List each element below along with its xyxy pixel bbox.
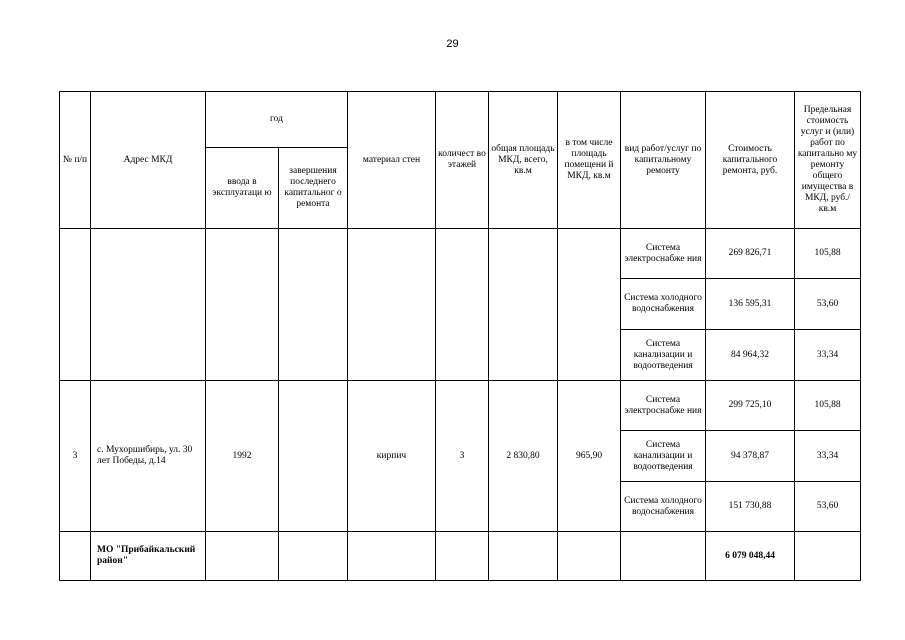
building-total-area: 2 830,80 xyxy=(489,381,558,532)
total-row xyxy=(60,532,861,581)
header-premises-area: в том числе площадь помещени й МКД, кв.м xyxy=(558,92,621,229)
building-year-commission: 1992 xyxy=(206,381,279,532)
total-label: МО "Прибайкальский район" xyxy=(91,532,206,581)
header-address: Адрес МКД xyxy=(91,92,206,229)
cell-empty xyxy=(206,229,279,381)
cell-empty xyxy=(558,229,621,381)
header-year-commission: ввода в эксплуатаци ю xyxy=(206,148,279,229)
cell-empty xyxy=(348,532,436,581)
cell-empty xyxy=(436,532,489,581)
header-cost: Стоимость капитального ремонта, руб. xyxy=(706,92,795,229)
header-wall-material: материал стен xyxy=(348,92,436,229)
header-max-cost: Предельная стоимость услуг и (или) работ по капитально му ремонту общего имущества в МКД, руб./кв.м xyxy=(795,92,861,229)
cell-empty xyxy=(348,229,436,381)
header-floors: количест во этажей xyxy=(436,92,489,229)
cell-empty xyxy=(60,532,91,581)
table-row xyxy=(60,381,861,431)
max-cost-cell: 33,34 xyxy=(795,431,861,482)
work-type-cell: Система электроснабже ния xyxy=(621,381,706,431)
work-type-cell: Система канализации и водоотведения xyxy=(621,330,706,381)
building-year-repair xyxy=(279,381,348,532)
cell-empty xyxy=(60,229,91,381)
header-year: год xyxy=(206,92,348,148)
cost-cell: 269 826,71 xyxy=(706,229,795,279)
total-cost: 6 079 048,44 xyxy=(706,532,795,581)
cell-empty xyxy=(489,229,558,381)
cost-cell: 136 595,31 xyxy=(706,279,795,330)
max-cost-cell: 53,60 xyxy=(795,482,861,532)
max-cost-cell: 105,88 xyxy=(795,229,861,279)
cost-cell: 84 964,32 xyxy=(706,330,795,381)
header-work-type: вид работ/услуг по капитальному ремонту xyxy=(621,92,706,229)
cell-empty xyxy=(621,532,706,581)
cell-empty xyxy=(795,532,861,581)
header-num: № п/п xyxy=(60,92,91,229)
cell-empty xyxy=(279,532,348,581)
cost-cell: 299 725,10 xyxy=(706,381,795,431)
max-cost-cell: 53,60 xyxy=(795,279,861,330)
table-row xyxy=(60,229,861,279)
building-floors: 3 xyxy=(436,381,489,532)
work-type-cell: Система канализации и водоотведения xyxy=(621,431,706,482)
work-type-cell: Система холодного водоснабжения xyxy=(621,482,706,532)
work-type-cell: Система электроснабже ния xyxy=(621,229,706,279)
repair-table xyxy=(59,91,861,581)
cell-empty xyxy=(489,532,558,581)
cost-cell: 94 378,87 xyxy=(706,431,795,482)
cell-empty xyxy=(206,532,279,581)
header-year-repair: завершения последнего капитальног о ремонта xyxy=(279,148,348,229)
cell-empty xyxy=(279,229,348,381)
max-cost-cell: 105,88 xyxy=(795,381,861,431)
header-total-area: общая площадь МКД, всего, кв.м xyxy=(489,92,558,229)
cell-empty xyxy=(91,229,206,381)
cell-empty xyxy=(558,532,621,581)
building-premises-area: 965,90 xyxy=(558,381,621,532)
cell-empty xyxy=(436,229,489,381)
building-wall-material: кирпич xyxy=(348,381,436,532)
building-address: с. Мухоршибирь, ул. 30 лет Победы, д.14 xyxy=(91,381,206,532)
cost-cell: 151 730,88 xyxy=(706,482,795,532)
building-num: 3 xyxy=(60,381,91,532)
max-cost-cell: 33,34 xyxy=(795,330,861,381)
work-type-cell: Система холодного водоснабжения xyxy=(621,279,706,330)
page-number: 29 xyxy=(446,38,459,50)
